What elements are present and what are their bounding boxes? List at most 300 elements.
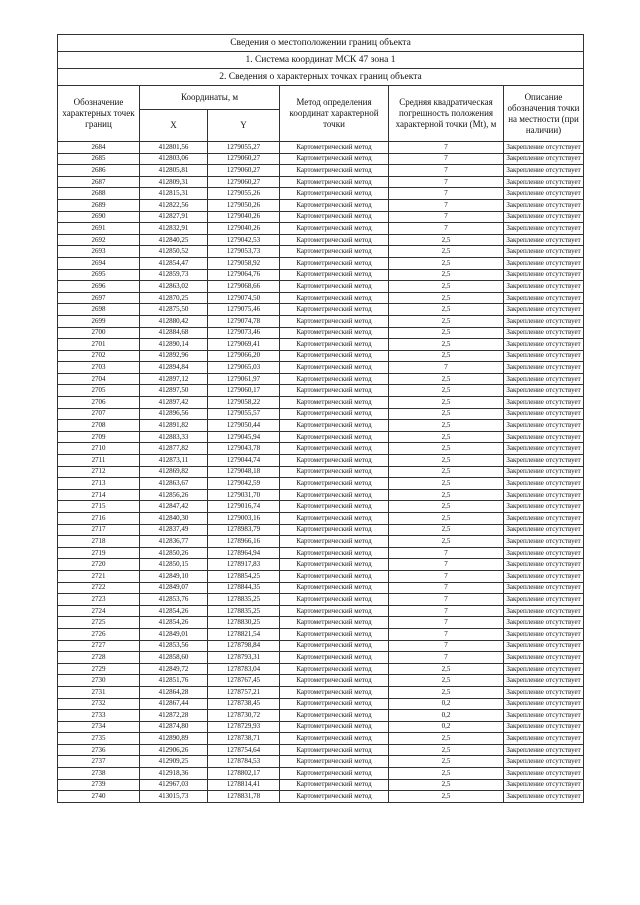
point-id-cell: 2714 [58, 489, 140, 501]
description-cell: Закрепление отсутствует [504, 373, 584, 385]
x-cell: 412874,80 [140, 721, 208, 733]
table-row [58, 744, 584, 756]
description-cell: Закрепление отсутствует [504, 663, 584, 675]
point-id-cell: 2709 [58, 431, 140, 443]
x-cell: 412805,81 [140, 165, 208, 177]
description-cell: Закрепление отсутствует [504, 397, 584, 409]
point-id-cell: 2704 [58, 373, 140, 385]
description-cell: Закрепление отсутствует [504, 733, 584, 745]
method-cell: Картометрический метод [280, 153, 389, 165]
table-row [58, 223, 584, 235]
x-cell: 412850,52 [140, 246, 208, 258]
error-cell: 2,5 [389, 744, 504, 756]
x-cell: 412850,15 [140, 559, 208, 571]
point-id-cell: 2730 [58, 675, 140, 687]
error-cell: 2,5 [389, 385, 504, 397]
point-id-cell: 2713 [58, 478, 140, 490]
description-cell: Закрепление отсутствует [504, 582, 584, 594]
error-cell: 7 [389, 617, 504, 629]
description-cell: Закрепление отсутствует [504, 640, 584, 652]
description-cell: Закрепление отсутствует [504, 176, 584, 188]
method-cell: Картометрический метод [280, 246, 389, 258]
y-cell: 1279040,26 [208, 223, 280, 235]
error-cell: 2,5 [389, 431, 504, 443]
method-cell: Картометрический метод [280, 524, 389, 536]
method-cell: Картометрический метод [280, 652, 389, 664]
description-cell: Закрепление отсутствует [504, 165, 584, 177]
y-cell: 1279043,78 [208, 443, 280, 455]
error-cell: 7 [389, 559, 504, 571]
point-id-cell: 2717 [58, 524, 140, 536]
description-cell: Закрепление отсутствует [504, 466, 584, 478]
table-row [58, 547, 584, 559]
method-cell: Картометрический метод [280, 176, 389, 188]
description-cell: Закрепление отсутствует [504, 350, 584, 362]
method-cell: Картометрический метод [280, 628, 389, 640]
error-cell: 2,5 [389, 257, 504, 269]
x-cell: 412849,10 [140, 570, 208, 582]
description-cell: Закрепление отсутствует [504, 513, 584, 525]
document-page [57, 34, 583, 803]
x-cell: 413015,73 [140, 791, 208, 803]
x-cell: 412880,42 [140, 315, 208, 327]
header-y: Y [208, 110, 280, 142]
x-cell: 412853,56 [140, 640, 208, 652]
y-cell: 1279053,73 [208, 246, 280, 258]
point-id-cell: 2737 [58, 756, 140, 768]
point-id-cell: 2721 [58, 570, 140, 582]
table-row [58, 582, 584, 594]
method-cell: Картометрический метод [280, 675, 389, 687]
table-row [58, 339, 584, 351]
table-row [58, 640, 584, 652]
table-row [58, 652, 584, 664]
x-cell: 412890,89 [140, 733, 208, 745]
error-cell: 2,5 [389, 269, 504, 281]
error-cell: 2,5 [389, 466, 504, 478]
x-cell: 412870,25 [140, 292, 208, 304]
point-id-cell: 2723 [58, 594, 140, 606]
description-cell: Закрепление отсутствует [504, 385, 584, 397]
table-row [58, 176, 584, 188]
table-row [58, 420, 584, 432]
x-cell: 412909,25 [140, 756, 208, 768]
description-cell: Закрепление отсутствует [504, 431, 584, 443]
y-cell: 1278754,64 [208, 744, 280, 756]
error-cell: 7 [389, 582, 504, 594]
table-row [58, 594, 584, 606]
header-coordinates: Координаты, м [140, 86, 280, 110]
y-cell: 1278738,71 [208, 733, 280, 745]
method-cell: Картометрический метод [280, 397, 389, 409]
error-cell: 7 [389, 165, 504, 177]
point-id-cell: 2731 [58, 686, 140, 698]
table-row [58, 431, 584, 443]
description-cell: Закрепление отсутствует [504, 304, 584, 316]
point-id-cell: 2703 [58, 362, 140, 374]
table-row [58, 199, 584, 211]
error-cell: 7 [389, 570, 504, 582]
y-cell: 1279064,76 [208, 269, 280, 281]
y-cell: 1278730,72 [208, 710, 280, 722]
y-cell: 1279058,92 [208, 257, 280, 269]
x-cell: 412873,11 [140, 455, 208, 467]
x-cell: 412883,33 [140, 431, 208, 443]
error-cell: 2,5 [389, 292, 504, 304]
description-cell: Закрепление отсутствует [504, 315, 584, 327]
method-cell: Картометрический метод [280, 257, 389, 269]
method-cell: Картометрический метод [280, 756, 389, 768]
description-cell: Закрепление отсутствует [504, 478, 584, 490]
method-cell: Картометрический метод [280, 315, 389, 327]
y-cell: 1279074,78 [208, 315, 280, 327]
error-cell: 2,5 [389, 686, 504, 698]
y-cell: 1278835,25 [208, 594, 280, 606]
table-row [58, 570, 584, 582]
x-cell: 412891,82 [140, 420, 208, 432]
error-cell: 2,5 [389, 420, 504, 432]
y-cell: 1278798,84 [208, 640, 280, 652]
table-row [58, 292, 584, 304]
method-cell: Картометрический метод [280, 211, 389, 223]
header-point-id: Обозначение характерных точек границ [58, 86, 140, 142]
point-id-cell: 2688 [58, 188, 140, 200]
table-row [58, 698, 584, 710]
header-description: Описание обозначения точки на местности (при наличии) [504, 86, 584, 142]
method-cell: Картометрический метод [280, 223, 389, 235]
error-cell: 7 [389, 605, 504, 617]
table-row [58, 257, 584, 269]
description-cell: Закрепление отсутствует [504, 536, 584, 548]
point-id-cell: 2694 [58, 257, 140, 269]
table-row [58, 768, 584, 780]
x-cell: 412858,60 [140, 652, 208, 664]
x-cell: 412892,96 [140, 350, 208, 362]
point-id-cell: 2698 [58, 304, 140, 316]
y-cell: 1278917,83 [208, 559, 280, 571]
table-row [58, 559, 584, 571]
description-cell: Закрепление отсутствует [504, 617, 584, 629]
description-cell: Закрепление отсутствует [504, 605, 584, 617]
x-cell: 412851,76 [140, 675, 208, 687]
description-cell: Закрепление отсутствует [504, 489, 584, 501]
x-cell: 412863,67 [140, 478, 208, 490]
error-cell: 2,5 [389, 663, 504, 675]
table-row [58, 315, 584, 327]
point-id-cell: 2728 [58, 652, 140, 664]
point-id-cell: 2685 [58, 153, 140, 165]
description-cell: Закрепление отсутствует [504, 362, 584, 374]
table-row [58, 513, 584, 525]
x-cell: 412854,26 [140, 605, 208, 617]
description-cell: Закрепление отсутствует [504, 501, 584, 513]
table-row [58, 501, 584, 513]
y-cell: 1279074,50 [208, 292, 280, 304]
error-cell: 7 [389, 223, 504, 235]
point-id-cell: 2687 [58, 176, 140, 188]
method-cell: Картометрический метод [280, 698, 389, 710]
method-cell: Картометрический метод [280, 420, 389, 432]
table-row [58, 628, 584, 640]
description-cell: Закрепление отсутствует [504, 188, 584, 200]
point-id-cell: 2738 [58, 768, 140, 780]
x-cell: 412827,91 [140, 211, 208, 223]
table-row [58, 779, 584, 791]
y-cell: 1279058,22 [208, 397, 280, 409]
y-cell: 1278802,17 [208, 768, 280, 780]
method-cell: Картометрический метод [280, 142, 389, 154]
error-cell: 2,5 [389, 304, 504, 316]
error-cell: 2,5 [389, 768, 504, 780]
y-cell: 1279031,70 [208, 489, 280, 501]
description-cell: Закрепление отсутствует [504, 768, 584, 780]
method-cell: Картометрический метод [280, 594, 389, 606]
y-cell: 1278831,78 [208, 791, 280, 803]
method-cell: Картометрический метод [280, 559, 389, 571]
error-cell: 2,5 [389, 791, 504, 803]
description-cell: Закрепление отсутствует [504, 570, 584, 582]
table-row [58, 385, 584, 397]
y-cell: 1278835,25 [208, 605, 280, 617]
method-cell: Картометрический метод [280, 791, 389, 803]
x-cell: 412894,84 [140, 362, 208, 374]
error-cell: 2,5 [389, 234, 504, 246]
x-cell: 412918,36 [140, 768, 208, 780]
method-cell: Картометрический метод [280, 489, 389, 501]
table-row [58, 246, 584, 258]
description-cell: Закрепление отсутствует [504, 269, 584, 281]
error-cell: 2,5 [389, 327, 504, 339]
table-row [58, 791, 584, 803]
description-cell: Закрепление отсутствует [504, 292, 584, 304]
table-row [58, 153, 584, 165]
error-cell: 7 [389, 142, 504, 154]
y-cell: 1278738,45 [208, 698, 280, 710]
point-id-cell: 2739 [58, 779, 140, 791]
method-cell: Картометрический метод [280, 582, 389, 594]
point-id-cell: 2719 [58, 547, 140, 559]
method-cell: Картометрический метод [280, 513, 389, 525]
y-cell: 1278844,35 [208, 582, 280, 594]
method-cell: Картометрический метод [280, 304, 389, 316]
description-cell: Закрепление отсутствует [504, 756, 584, 768]
x-cell: 412869,82 [140, 466, 208, 478]
x-cell: 412836,77 [140, 536, 208, 548]
table-row [58, 327, 584, 339]
method-cell: Картометрический метод [280, 768, 389, 780]
method-cell: Картометрический метод [280, 165, 389, 177]
point-id-cell: 2708 [58, 420, 140, 432]
x-cell: 412864,28 [140, 686, 208, 698]
error-cell: 2,5 [389, 779, 504, 791]
point-id-cell: 2729 [58, 663, 140, 675]
y-cell: 1279045,94 [208, 431, 280, 443]
x-cell: 412906,26 [140, 744, 208, 756]
error-cell: 7 [389, 628, 504, 640]
y-cell: 1279048,18 [208, 466, 280, 478]
point-id-cell: 2715 [58, 501, 140, 513]
y-cell: 1279040,26 [208, 211, 280, 223]
x-cell: 412815,31 [140, 188, 208, 200]
y-cell: 1279060,27 [208, 153, 280, 165]
description-cell: Закрепление отсутствует [504, 199, 584, 211]
table-row [58, 281, 584, 293]
method-cell: Картометрический метод [280, 292, 389, 304]
method-cell: Картометрический метод [280, 617, 389, 629]
error-cell: 7 [389, 153, 504, 165]
description-cell: Закрепление отсутствует [504, 234, 584, 246]
point-id-cell: 2733 [58, 710, 140, 722]
description-cell: Закрепление отсутствует [504, 281, 584, 293]
error-cell: 2,5 [389, 408, 504, 420]
error-cell: 2,5 [389, 478, 504, 490]
error-cell: 2,5 [389, 315, 504, 327]
error-cell: 7 [389, 594, 504, 606]
error-cell: 7 [389, 199, 504, 211]
point-id-cell: 2693 [58, 246, 140, 258]
method-cell: Картометрический метод [280, 605, 389, 617]
x-cell: 412850,26 [140, 547, 208, 559]
method-cell: Картометрический метод [280, 663, 389, 675]
error-cell: 2,5 [389, 513, 504, 525]
point-id-cell: 2710 [58, 443, 140, 455]
point-id-cell: 2691 [58, 223, 140, 235]
x-cell: 412875,50 [140, 304, 208, 316]
x-cell: 412849,01 [140, 628, 208, 640]
point-id-cell: 2690 [58, 211, 140, 223]
table-row [58, 478, 584, 490]
table-row [58, 710, 584, 722]
table-row [58, 686, 584, 698]
y-cell: 1278964,94 [208, 547, 280, 559]
description-cell: Закрепление отсутствует [504, 652, 584, 664]
error-cell: 7 [389, 176, 504, 188]
x-cell: 412867,44 [140, 698, 208, 710]
y-cell: 1279042,59 [208, 478, 280, 490]
point-id-cell: 2718 [58, 536, 140, 548]
method-cell: Картометрический метод [280, 501, 389, 513]
error-cell: 2,5 [389, 246, 504, 258]
method-cell: Картометрический метод [280, 710, 389, 722]
method-cell: Картометрический метод [280, 281, 389, 293]
error-cell: 2,5 [389, 373, 504, 385]
method-cell: Картометрический метод [280, 536, 389, 548]
error-cell: 7 [389, 652, 504, 664]
y-cell: 1278729,93 [208, 721, 280, 733]
x-cell: 412890,14 [140, 339, 208, 351]
y-cell: 1279055,57 [208, 408, 280, 420]
x-cell: 412854,26 [140, 617, 208, 629]
error-cell: 7 [389, 362, 504, 374]
method-cell: Картометрический метод [280, 443, 389, 455]
point-id-cell: 2712 [58, 466, 140, 478]
y-cell: 1279050,44 [208, 420, 280, 432]
point-id-cell: 2736 [58, 744, 140, 756]
description-cell: Закрепление отсутствует [504, 547, 584, 559]
y-cell: 1279055,27 [208, 142, 280, 154]
method-cell: Картометрический метод [280, 431, 389, 443]
method-cell: Картометрический метод [280, 466, 389, 478]
point-id-cell: 2684 [58, 142, 140, 154]
error-cell: 0,2 [389, 710, 504, 722]
description-cell: Закрепление отсутствует [504, 721, 584, 733]
x-cell: 412884,68 [140, 327, 208, 339]
table-row [58, 234, 584, 246]
y-cell: 1279044,74 [208, 455, 280, 467]
description-cell: Закрепление отсутствует [504, 246, 584, 258]
description-cell: Закрепление отсутствует [504, 779, 584, 791]
point-id-cell: 2696 [58, 281, 140, 293]
error-cell: 7 [389, 640, 504, 652]
error-cell: 7 [389, 547, 504, 559]
point-id-cell: 2727 [58, 640, 140, 652]
x-cell: 412803,06 [140, 153, 208, 165]
description-cell: Закрепление отсутствует [504, 420, 584, 432]
point-id-cell: 2699 [58, 315, 140, 327]
point-id-cell: 2686 [58, 165, 140, 177]
x-cell: 412840,30 [140, 513, 208, 525]
x-cell: 412872,28 [140, 710, 208, 722]
y-cell: 1279065,03 [208, 362, 280, 374]
y-cell: 1279075,46 [208, 304, 280, 316]
description-cell: Закрепление отсутствует [504, 443, 584, 455]
method-cell: Картометрический метод [280, 188, 389, 200]
point-id-cell: 2692 [58, 234, 140, 246]
table-row [58, 605, 584, 617]
table-row [58, 350, 584, 362]
error-cell: 7 [389, 188, 504, 200]
y-cell: 1278767,45 [208, 675, 280, 687]
method-cell: Картометрический метод [280, 373, 389, 385]
error-cell: 2,5 [389, 397, 504, 409]
points-section-title: 2. Сведения о характерных точках границ объекта [58, 69, 584, 86]
description-cell: Закрепление отсутствует [504, 211, 584, 223]
table-row [58, 269, 584, 281]
coordinate-system-title: 1. Система координат МСК 47 зона 1 [58, 52, 584, 69]
description-cell: Закрепление отсутствует [504, 594, 584, 606]
point-id-cell: 2734 [58, 721, 140, 733]
header-error: Средняя квадратическая погрешность положения характерной точки (Mt), м [389, 86, 504, 142]
x-cell: 412863,02 [140, 281, 208, 293]
point-id-cell: 2701 [58, 339, 140, 351]
point-id-cell: 2722 [58, 582, 140, 594]
point-id-cell: 2697 [58, 292, 140, 304]
table-row [58, 362, 584, 374]
description-cell: Закрепление отсутствует [504, 744, 584, 756]
y-cell: 1278966,16 [208, 536, 280, 548]
table-row [58, 675, 584, 687]
method-cell: Картометрический метод [280, 779, 389, 791]
y-cell: 1279066,20 [208, 350, 280, 362]
y-cell: 1278983,79 [208, 524, 280, 536]
point-id-cell: 2720 [58, 559, 140, 571]
x-cell: 412801,56 [140, 142, 208, 154]
error-cell: 0,2 [389, 698, 504, 710]
y-cell: 1278854,25 [208, 570, 280, 582]
y-cell: 1279060,27 [208, 165, 280, 177]
description-cell: Закрепление отсутствует [504, 559, 584, 571]
table-row [58, 721, 584, 733]
table-row [58, 489, 584, 501]
description-cell: Закрепление отсутствует [504, 455, 584, 467]
table-row [58, 455, 584, 467]
x-cell: 412877,82 [140, 443, 208, 455]
description-cell: Закрепление отсутствует [504, 710, 584, 722]
section-title: Сведения о местоположении границ объекта [58, 35, 584, 52]
error-cell: 2,5 [389, 350, 504, 362]
method-cell: Картометрический метод [280, 570, 389, 582]
error-cell: 2,5 [389, 501, 504, 513]
